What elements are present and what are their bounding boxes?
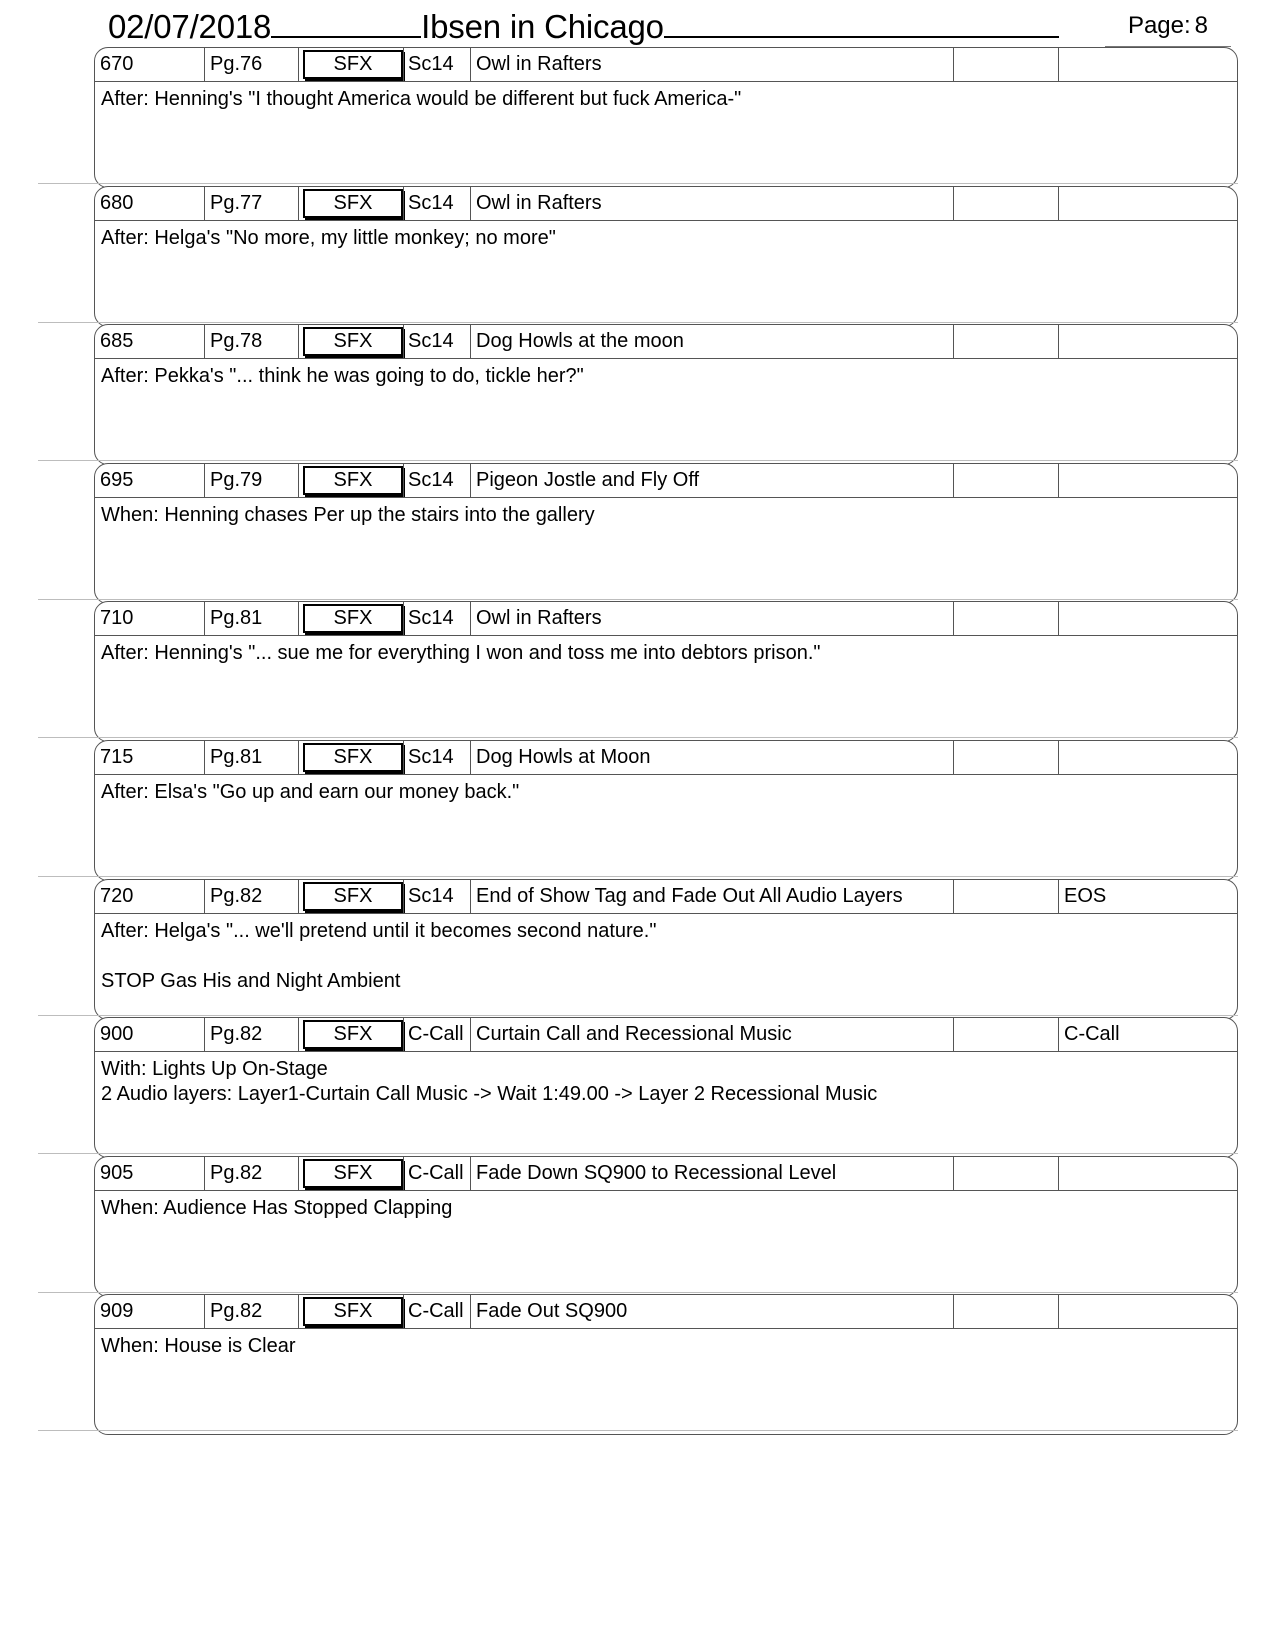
cue-header-row — [95, 1295, 1237, 1329]
cue-note-line: When: Audience Has Stopped Clapping — [101, 1197, 453, 1219]
cue-separator — [38, 737, 1238, 738]
header-rule — [271, 6, 421, 38]
cue-description: Pigeon Jostle and Fly Off — [471, 464, 954, 497]
cue-scene: C-Call — [403, 1018, 471, 1051]
cue-page: Pg.76 — [205, 48, 299, 81]
cue-number: 905 — [95, 1157, 205, 1190]
cue-card — [94, 879, 1238, 1020]
cue-scene: Sc14 — [403, 602, 471, 635]
cue-card — [94, 1294, 1238, 1435]
cue-scene: Sc14 — [403, 325, 471, 358]
cue-header-row — [95, 325, 1237, 359]
cue-type: SFX — [303, 882, 403, 911]
cue-card — [94, 740, 1238, 881]
cue-separator — [38, 322, 1238, 323]
page-number: 8 — [1194, 12, 1209, 39]
cue-extra-1 — [954, 1295, 1059, 1328]
cue-note-line: When: House is Clear — [101, 1335, 296, 1357]
cue-extra-1 — [954, 464, 1059, 497]
cue-extra-2 — [1059, 48, 1237, 81]
cue-extra-1 — [954, 48, 1059, 81]
cue-extra-1 — [954, 1157, 1059, 1190]
cue-extra-1 — [954, 1018, 1059, 1051]
cue-description: Owl in Rafters — [471, 48, 954, 81]
header-rule — [664, 6, 1059, 38]
cue-notes — [95, 499, 1237, 532]
cue-extra-2 — [1059, 464, 1237, 497]
cue-scene: Sc14 — [403, 464, 471, 497]
cue-extra-2 — [1059, 741, 1237, 774]
cue-type: SFX — [303, 1297, 403, 1326]
cue-notes — [95, 1053, 1237, 1111]
cue-note-line: After: Henning's "... sue me for everything I won and toss me into debtors prison." — [101, 642, 821, 664]
cue-card — [94, 1017, 1238, 1158]
cue-number: 685 — [95, 325, 205, 358]
cue-type: SFX — [303, 1159, 403, 1188]
cue-type: SFX — [303, 189, 403, 218]
cue-card — [94, 1156, 1238, 1297]
cue-page: Pg.82 — [205, 1018, 299, 1051]
header-date: 02/07/2018 — [108, 8, 272, 45]
cue-extra-1 — [954, 880, 1059, 913]
cue-type: SFX — [303, 743, 403, 772]
cue-number: 720 — [95, 880, 205, 913]
cue-scene: Sc14 — [403, 187, 471, 220]
cue-type: SFX — [303, 1020, 403, 1049]
cue-type: SFX — [303, 327, 403, 356]
cue-note-line: With: Lights Up On-Stage — [101, 1058, 328, 1080]
cue-notes — [95, 915, 1237, 998]
cue-card — [94, 186, 1238, 327]
cue-extra-1 — [954, 187, 1059, 220]
cue-scene: Sc14 — [403, 880, 471, 913]
cue-card — [94, 324, 1238, 465]
page-header — [0, 0, 1275, 50]
cue-type: SFX — [303, 466, 403, 495]
cue-separator — [38, 1153, 1238, 1154]
page-number-box — [1105, 10, 1231, 47]
cue-extra-1 — [954, 325, 1059, 358]
cue-note-line: STOP Gas His and Night Ambient — [101, 970, 401, 992]
cue-notes — [95, 1192, 1237, 1225]
cue-card — [94, 47, 1238, 188]
cue-card — [94, 601, 1238, 742]
cue-notes — [95, 83, 1237, 116]
cue-page: Pg.78 — [205, 325, 299, 358]
cue-extra-1 — [954, 741, 1059, 774]
cue-header-row — [95, 187, 1237, 221]
cue-note-line: 2 Audio layers: Layer1-Curtain Call Music -> Wait 1:49.00 -> Layer 2 Recessional Music — [101, 1083, 878, 1105]
cue-number: 695 — [95, 464, 205, 497]
cue-extra-2 — [1059, 187, 1237, 220]
cue-note-line — [101, 944, 1231, 969]
cue-description: Fade Out SQ900 — [471, 1295, 954, 1328]
cue-separator — [38, 1430, 1238, 1431]
cue-scene: C-Call — [403, 1157, 471, 1190]
header-title-line — [108, 6, 1059, 47]
cue-notes — [95, 776, 1237, 809]
cue-card — [94, 463, 1238, 604]
cue-extra-2 — [1059, 1157, 1237, 1190]
cue-separator — [38, 1292, 1238, 1293]
cue-extra-2: EOS — [1064, 885, 1107, 907]
cue-description: Owl in Rafters — [471, 187, 954, 220]
cue-header-row — [95, 741, 1237, 775]
cue-extra-1 — [954, 602, 1059, 635]
cue-description: Dog Howls at the moon — [471, 325, 954, 358]
cue-page: Pg.82 — [205, 880, 299, 913]
cue-note-line: After: Pekka's "... think he was going to do, tickle her?" — [101, 365, 584, 387]
page-label: Page: — [1127, 12, 1191, 39]
cue-header-row — [95, 1157, 1237, 1191]
cue-number: 909 — [95, 1295, 205, 1328]
cue-description: End of Show Tag and Fade Out All Audio Layers — [471, 880, 954, 913]
cue-page: Pg.77 — [205, 187, 299, 220]
cue-notes — [95, 1330, 1237, 1363]
header-title: Ibsen in Chicago — [421, 8, 664, 45]
cue-page: Pg.82 — [205, 1295, 299, 1328]
cue-separator — [38, 1015, 1238, 1016]
cue-header-row — [95, 464, 1237, 498]
cue-note-line: After: Helga's "No more, my little monkey; no more" — [101, 227, 556, 249]
cue-extra-2 — [1059, 602, 1237, 635]
cue-extra-2 — [1059, 325, 1237, 358]
cue-note-line: After: Elsa's "Go up and earn our money back." — [101, 781, 520, 803]
cue-note-line: After: Henning's "I thought America would be different but fuck America-" — [101, 88, 742, 110]
cue-header-row — [95, 880, 1237, 914]
cue-extra-2 — [1059, 1295, 1237, 1328]
cue-header-row — [95, 48, 1237, 82]
cue-description: Fade Down SQ900 to Recessional Level — [471, 1157, 954, 1190]
cue-description: Owl in Rafters — [471, 602, 954, 635]
cue-notes — [95, 360, 1237, 393]
cue-page: Pg.82 — [205, 1157, 299, 1190]
cue-note-line: When: Henning chases Per up the stairs into the gallery — [101, 504, 595, 526]
cue-type: SFX — [303, 50, 403, 79]
cue-header-row — [95, 1018, 1237, 1052]
cue-number: 710 — [95, 602, 205, 635]
cue-scene: C-Call — [403, 1295, 471, 1328]
cue-note-line: After: Helga's "... we'll pretend until it becomes second nature." — [101, 920, 657, 942]
cue-number: 900 — [95, 1018, 205, 1051]
cue-scene: Sc14 — [403, 741, 471, 774]
cue-type: SFX — [303, 604, 403, 633]
cue-page: Pg.79 — [205, 464, 299, 497]
cue-page: Pg.81 — [205, 602, 299, 635]
cue-number: 715 — [95, 741, 205, 774]
cue-header-row — [95, 602, 1237, 636]
cue-separator — [38, 599, 1238, 600]
cue-separator — [38, 876, 1238, 877]
cue-separator — [38, 183, 1238, 184]
cue-description: Curtain Call and Recessional Music — [471, 1018, 954, 1051]
cue-number: 680 — [95, 187, 205, 220]
cue-extra-2: C-Call — [1064, 1023, 1120, 1045]
cue-page: Pg.81 — [205, 741, 299, 774]
cue-separator — [38, 460, 1238, 461]
cue-description: Dog Howls at Moon — [471, 741, 954, 774]
cue-notes — [95, 637, 1237, 670]
cue-notes — [95, 222, 1237, 255]
cue-number: 670 — [95, 48, 205, 81]
cue-scene: Sc14 — [403, 48, 471, 81]
